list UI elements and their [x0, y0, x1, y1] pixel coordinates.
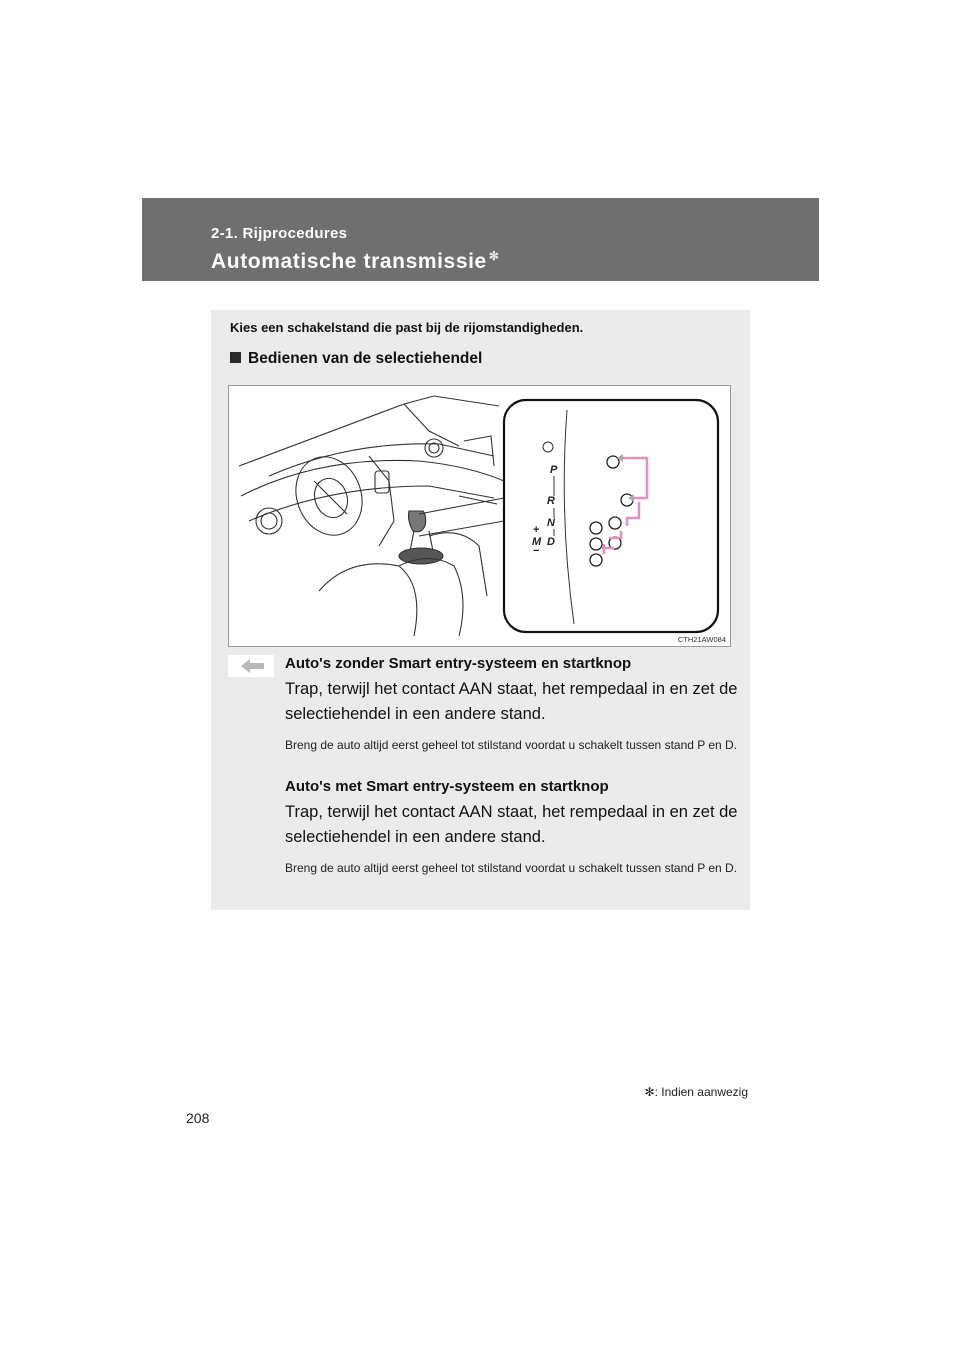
left-arrow-marker [228, 655, 274, 677]
optional-mark-icon: ✻ [488, 249, 500, 263]
block-note: Breng de auto altijd eerst geheel tot stilstand voordat u schakelt tussen stand P en D. [285, 861, 738, 875]
square-bullet-icon [230, 352, 241, 363]
left-arrow-icon [228, 655, 274, 677]
block-heading: Auto's met Smart entry-systeem en startknop [285, 778, 609, 795]
gate-label-d: D [547, 536, 555, 548]
subheading-text: Bedienen van de selectiehendel [248, 350, 483, 367]
page-title [211, 249, 499, 274]
block-text: Trap, terwijl het contact AAN staat, het rempedaal in en zet de selectiehendel in een andere stand. [285, 803, 738, 846]
page-number: 208 [186, 1110, 210, 1126]
gate-label-plus: + [533, 524, 540, 536]
footnote: ✻: Indien aanwezig [644, 1085, 748, 1099]
intro-text: Kies een schakelstand die past bij de rijomstandigheden. [230, 320, 584, 335]
gate-label-m: M [532, 536, 542, 548]
gate-label-minus: − [533, 545, 540, 557]
block-with-smart-entry [285, 778, 745, 877]
page-title-text: Automatische transmissie [211, 250, 487, 273]
shift-lever-illustration [228, 385, 731, 647]
figure-code: CTH21AW084 [677, 635, 726, 644]
section-label: 2-1. Rijprocedures [211, 225, 348, 242]
callout-frame [504, 400, 718, 632]
block-without-smart-entry [285, 655, 745, 754]
block-heading: Auto's zonder Smart entry-systeem en startknop [285, 655, 632, 672]
block-note: Breng de auto altijd eerst geheel tot stilstand voordat u schakelt tussen stand P en D. [285, 738, 738, 752]
gate-label-p: P [550, 464, 558, 476]
block-text: Trap, terwijl het contact AAN staat, het rempedaal in en zet de selectiehendel in een andere stand. [285, 680, 738, 723]
subheading [230, 350, 482, 368]
gate-label-r: R [547, 495, 555, 507]
gate-label-n: N [547, 517, 555, 529]
car-interior-drawing [229, 386, 730, 646]
